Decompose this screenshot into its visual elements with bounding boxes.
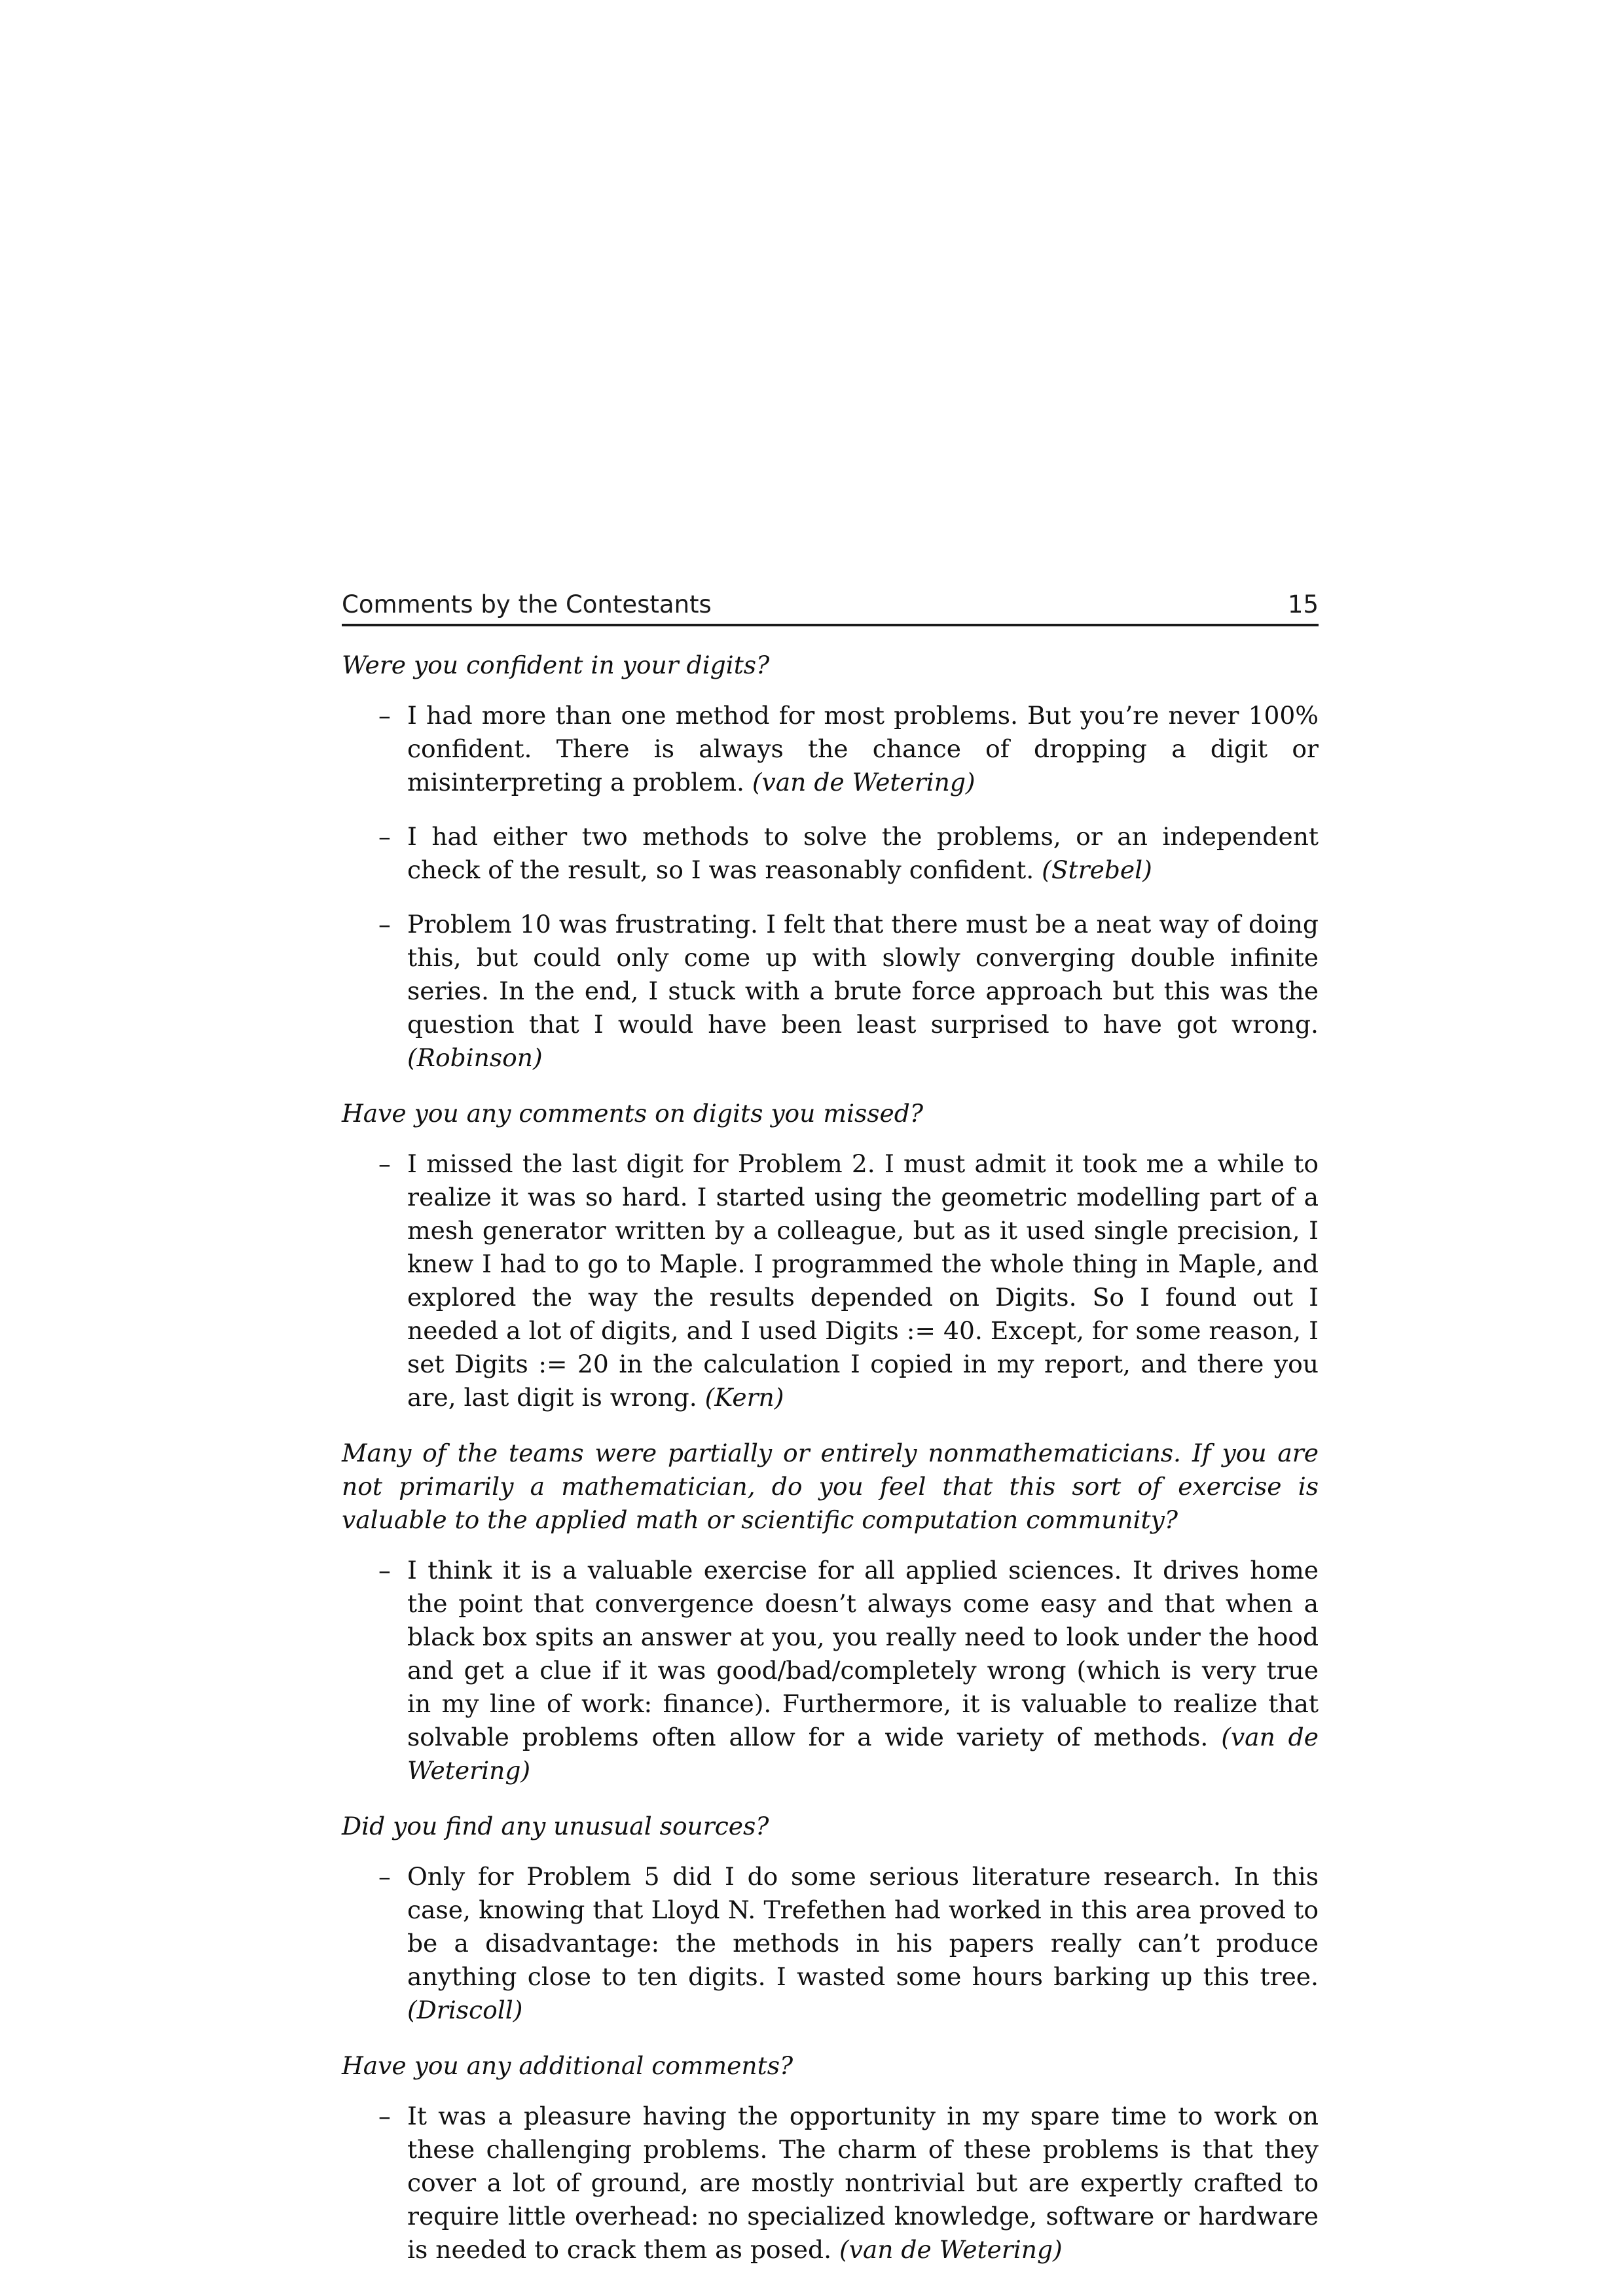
dash-bullet: –: [378, 1556, 391, 1585]
answer-body: I had more than one method for most problems. But you’re never 100% confident. There is always the chance of dropping a digit or misinterpreting a problem.: [407, 701, 1319, 797]
question: Did you find any unusual sources?: [342, 1812, 769, 1840]
answer-item: [378, 2100, 1319, 2267]
attribution: (Robinson): [407, 1043, 543, 1072]
attribution: (Kern): [704, 1383, 784, 1412]
question: Many of the teams were partially or entirely nonmathematicians. If you are not primarily a mathematician, do you feel that this sort of exercise is valuable to the applied math or scientific computation community?: [342, 1439, 1319, 1534]
answer-text: [407, 1860, 1319, 2027]
content: [342, 649, 1319, 2267]
answer-item: [378, 908, 1319, 1075]
dash-bullet: –: [378, 910, 391, 939]
answer-text: [407, 908, 1319, 1075]
page: [342, 590, 1319, 2289]
answer-text: [407, 1147, 1319, 1414]
attribution: (van de Wetering): [839, 2235, 1063, 2264]
dash-bullet: –: [378, 822, 391, 851]
answer-text: [407, 820, 1319, 887]
answer-body: Problem 10 was frustrating. I felt that there must be a neat way of doing this, but could only come up with slowly converging double infinite series. In the end, I stuck with a brute force approach but this was the question that I would have been least surprised to have got wrong.: [407, 910, 1319, 1039]
running-head-title: Comments by the Contestants: [342, 590, 712, 619]
question: Have you any additional comments?: [342, 2051, 793, 2080]
answer-body: It was a pleasure having the opportunity in my spare time to work on these challenging problems. The charm of these problems is that they cover a lot of ground, are mostly nontrivial but are expertly crafted to require little overhead: no specialized knowledge, software or hardware is needed to crack them as posed.: [407, 2102, 1319, 2264]
answer-item: [378, 1147, 1319, 1414]
dash-bullet: –: [378, 1149, 391, 1178]
answer-item: [378, 1860, 1319, 2027]
answer-body: I had either two methods to solve the problems, or an independent check of the result, so I was reasonably confident.: [407, 822, 1319, 884]
attribution: (van de Wetering): [407, 1723, 1319, 1785]
question: Have you any comments on digits you missed?: [342, 1099, 923, 1128]
question: Were you confident in your digits?: [342, 651, 770, 679]
answer-item: [378, 1554, 1319, 1787]
answer-text: [407, 1554, 1319, 1787]
attribution: (van de Wetering): [752, 768, 976, 797]
dash-bullet: –: [378, 2102, 391, 2130]
answer-text: [407, 699, 1319, 799]
dash-bullet: –: [378, 1862, 391, 1891]
answer-body: Only for Problem 5 did I do some serious literature research. In this case, knowing that Lloyd N. Trefethen had worked in this area proved to be a disadvantage: the methods in his papers really can’t produce anything close to ten digits. I wasted some hours barking up this tree.: [407, 1862, 1319, 1991]
running-head: [342, 590, 1319, 626]
answer-text: [407, 2100, 1319, 2267]
answer-body: I missed the last digit for Problem 2. I must admit it took me a while to realize it was so hard. I started using the geometric modelling part of a mesh generator written by a colleague, but as it used single precision, I knew I had to go to Maple. I programmed the whole thing in Maple, and explored the way the results depended on Digits. So I found out I needed a lot of digits, and I used Digits := 40. Except, for some reason, I set Digits := 20 in the calculation I copied in my report, and there you are, last digit is wrong.: [407, 1149, 1319, 1412]
answer-item: [378, 820, 1319, 887]
attribution: (Strebel): [1042, 855, 1152, 884]
attribution: (Driscoll): [407, 1996, 523, 2024]
page-number: 15: [1287, 590, 1319, 619]
answer-item: [378, 699, 1319, 799]
answer-body: I think it is a valuable exercise for all applied sciences. It drives home the point that convergence doesn’t always come easy and that when a black box spits an answer at you, you really need to look under the hood and get a clue if it was good/bad/completely wrong (which is very true in my line of work: finance). Furthermore, it is valuable to realize that solvable problems often allow for a wide variety of methods.: [407, 1556, 1319, 1751]
dash-bullet: –: [378, 701, 391, 730]
